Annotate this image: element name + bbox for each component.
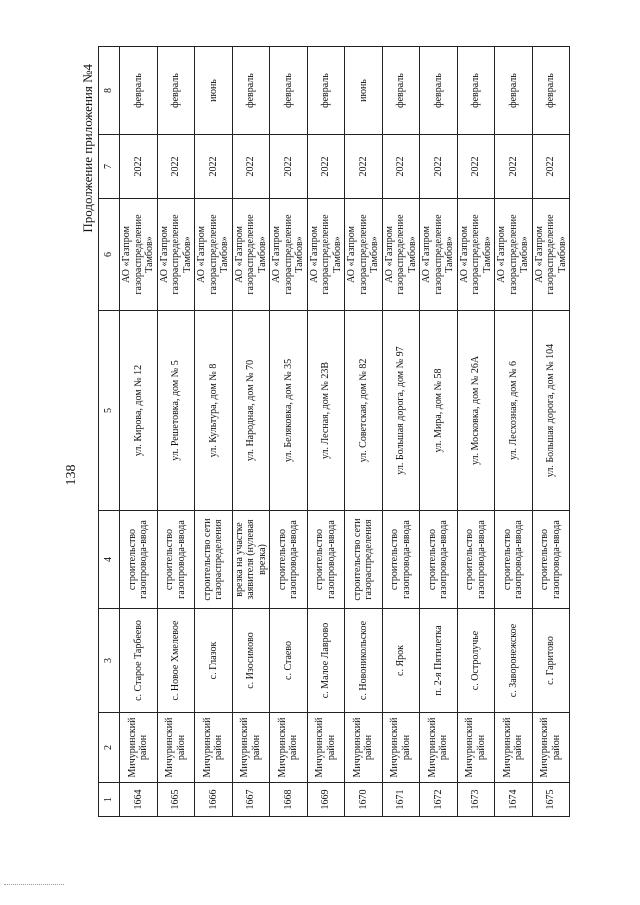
cell-address: ул. Кирова, дом № 12: [120, 311, 158, 511]
cell-district: Мичуринский район: [382, 713, 420, 783]
cell-district: Мичуринский район: [157, 713, 195, 783]
cell-address: ул. Советская, дом № 82: [345, 311, 383, 511]
table-row: [232, 47, 270, 817]
cell-address: ул. Большая дорога, дом № 104: [532, 311, 570, 511]
cell-address: ул. Лесная, дом № 23В: [307, 311, 345, 511]
cell-month: февраль: [232, 47, 270, 135]
cell-year: 2022: [270, 135, 308, 199]
cell-district: Мичуринский район: [420, 713, 458, 783]
cell-year: 2022: [495, 135, 533, 199]
table-row: [307, 47, 345, 817]
cell-contractor: АО «Газпром газораспределение Тамбов»: [457, 199, 495, 311]
cell-district: Мичуринский район: [120, 713, 158, 783]
cell-work-type: строительство газопровода-ввода: [307, 511, 345, 609]
cell-work-type: врезка на участке заявителя (нулевая врезка): [232, 511, 270, 609]
cell-work-type: строительство сети газораспределения: [345, 511, 383, 609]
cell-year: 2022: [232, 135, 270, 199]
cell-work-type: строительство газопровода-ввода: [157, 511, 195, 609]
cell-district: Мичуринский район: [307, 713, 345, 783]
cell-month: февраль: [307, 47, 345, 135]
scan-margin-marks: [4, 882, 64, 885]
table-row: [157, 47, 195, 817]
table-header-row: [99, 47, 120, 817]
column-header: 2: [99, 713, 120, 783]
cell-contractor: АО «Газпром газораспределение Тамбов»: [232, 199, 270, 311]
table-row: [195, 47, 233, 817]
cell-settlement: с. Глазок: [195, 609, 233, 713]
cell-work-type: строительство сети газораспределения: [195, 511, 233, 609]
cell-year: 2022: [157, 135, 195, 199]
cell-month: февраль: [495, 47, 533, 135]
cell-address: ул. Большая дорога, дом № 97: [382, 311, 420, 511]
cell-month: июнь: [195, 47, 233, 135]
cell-year: 2022: [457, 135, 495, 199]
cell-row-number: 1672: [420, 783, 458, 817]
cell-work-type: строительство газопровода-ввода: [382, 511, 420, 609]
cell-row-number: 1669: [307, 783, 345, 817]
table-row: [270, 47, 308, 817]
cell-year: 2022: [532, 135, 570, 199]
cell-district: Мичуринский район: [532, 713, 570, 783]
cell-month: февраль: [382, 47, 420, 135]
cell-row-number: 1668: [270, 783, 308, 817]
cell-year: 2022: [382, 135, 420, 199]
cell-work-type: строительство газопровода-ввода: [270, 511, 308, 609]
page-number: 138: [64, 464, 79, 486]
cell-month: февраль: [420, 47, 458, 135]
column-header: 1: [99, 783, 120, 817]
table-row: [382, 47, 420, 817]
cell-contractor: АО «Газпром газораспределение Тамбов»: [120, 199, 158, 311]
data-table: [98, 46, 570, 817]
cell-contractor: АО «Газпром газораспределение Тамбов»: [382, 199, 420, 311]
cell-work-type: строительство газопровода-ввода: [457, 511, 495, 609]
cell-month: февраль: [457, 47, 495, 135]
cell-settlement: с. Остролучье: [457, 609, 495, 713]
cell-district: Мичуринский район: [457, 713, 495, 783]
cell-settlement: с. Старое Тарбеево: [120, 609, 158, 713]
cell-row-number: 1666: [195, 783, 233, 817]
cell-settlement: с. Новое Хмелевое: [157, 609, 195, 713]
cell-settlement: с. Заворонежское: [495, 609, 533, 713]
cell-settlement: с. Изосимово: [232, 609, 270, 713]
cell-contractor: АО «Газпром газораспределение Тамбов»: [307, 199, 345, 311]
cell-year: 2022: [345, 135, 383, 199]
cell-settlement: п. 2-я Пятилетка: [420, 609, 458, 713]
appendix-title: Продолжение приложения №4: [80, 64, 95, 233]
cell-work-type: строительство газопровода-ввода: [495, 511, 533, 609]
cell-work-type: строительство газопровода-ввода: [120, 511, 158, 609]
table-row: [457, 47, 495, 817]
cell-row-number: 1665: [157, 783, 195, 817]
cell-contractor: АО «Газпром газораспределение Тамбов»: [345, 199, 383, 311]
cell-settlement: с. Новоникольское: [345, 609, 383, 713]
cell-district: Мичуринский район: [195, 713, 233, 783]
cell-contractor: АО «Газпром газораспределение Тамбов»: [195, 199, 233, 311]
cell-settlement: с. Малое Лаврово: [307, 609, 345, 713]
cell-contractor: АО «Газпром газораспределение Тамбов»: [270, 199, 308, 311]
cell-work-type: строительство газопровода-ввода: [532, 511, 570, 609]
column-header: 8: [99, 47, 120, 135]
cell-year: 2022: [307, 135, 345, 199]
cell-address: ул. Беляковка, дом № 35: [270, 311, 308, 511]
table-row: [495, 47, 533, 817]
cell-year: 2022: [120, 135, 158, 199]
cell-year: 2022: [420, 135, 458, 199]
cell-month: февраль: [157, 47, 195, 135]
column-header: 7: [99, 135, 120, 199]
cell-district: Мичуринский район: [345, 713, 383, 783]
column-header: 4: [99, 511, 120, 609]
cell-month: февраль: [532, 47, 570, 135]
cell-year: 2022: [195, 135, 233, 199]
cell-settlement: с. Стаево: [270, 609, 308, 713]
cell-settlement: с. Ярок: [382, 609, 420, 713]
cell-address: ул. Народная, дом № 70: [232, 311, 270, 511]
cell-address: ул. Решетовка, дом № 5: [157, 311, 195, 511]
table-row: [532, 47, 570, 817]
cell-district: Мичуринский район: [232, 713, 270, 783]
cell-settlement: с. Гаритово: [532, 609, 570, 713]
table-row: [120, 47, 158, 817]
cell-row-number: 1670: [345, 783, 383, 817]
cell-month: февраль: [120, 47, 158, 135]
cell-row-number: 1671: [382, 783, 420, 817]
cell-month: февраль: [270, 47, 308, 135]
cell-work-type: строительство газопровода-ввода: [420, 511, 458, 609]
cell-address: ул. Мира, дом № 58: [420, 311, 458, 511]
cell-address: ул. Лесхозная, дом № 6: [495, 311, 533, 511]
cell-row-number: 1674: [495, 783, 533, 817]
column-header: 5: [99, 311, 120, 511]
cell-contractor: АО «Газпром газораспределение Тамбов»: [495, 199, 533, 311]
column-header: 6: [99, 199, 120, 311]
cell-row-number: 1664: [120, 783, 158, 817]
column-header: 3: [99, 609, 120, 713]
table-row: [345, 47, 383, 817]
cell-contractor: АО «Газпром газораспределение Тамбов»: [420, 199, 458, 311]
cell-row-number: 1675: [532, 783, 570, 817]
cell-row-number: 1667: [232, 783, 270, 817]
table-row: [420, 47, 458, 817]
cell-contractor: АО «Газпром газораспределение Тамбов»: [532, 199, 570, 311]
cell-row-number: 1673: [457, 783, 495, 817]
cell-district: Мичуринский район: [270, 713, 308, 783]
cell-month: июнь: [345, 47, 383, 135]
cell-contractor: АО «Газпром газораспределение Тамбов»: [157, 199, 195, 311]
cell-address: ул. Культура, дом № 8: [195, 311, 233, 511]
cell-address: ул. Московка, дом № 26А: [457, 311, 495, 511]
cell-district: Мичуринский район: [495, 713, 533, 783]
